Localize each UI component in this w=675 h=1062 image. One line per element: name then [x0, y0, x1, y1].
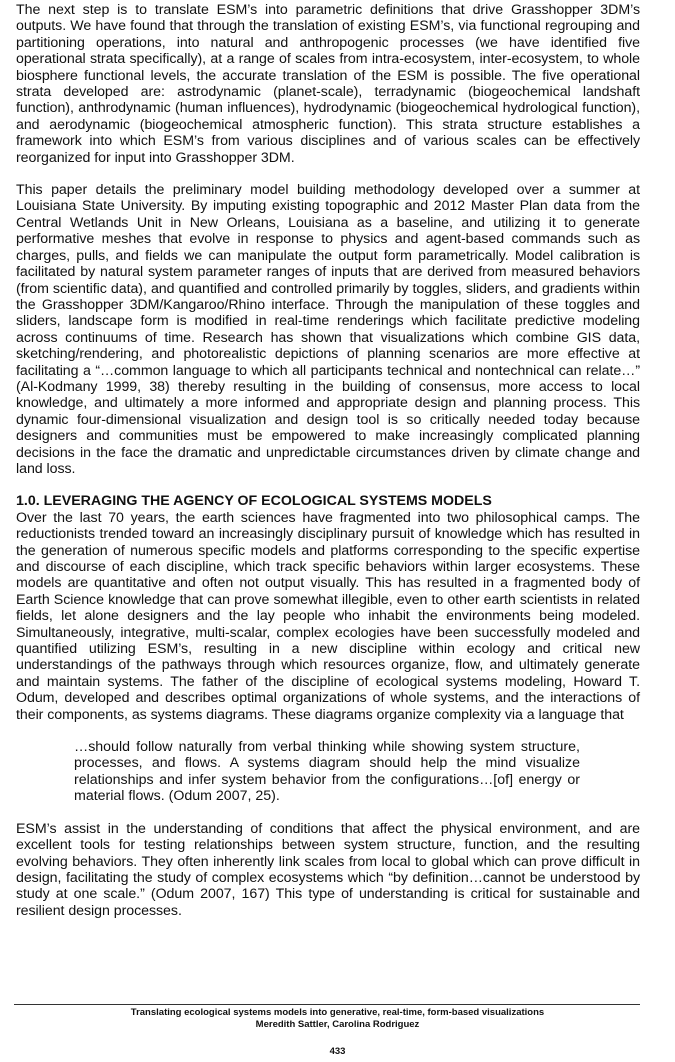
paragraph-earth-sciences: Over the last 70 years, the earth sciences have fragmented into two philosophical camps. The reductionists trended toward an increasingly disciplinary pursuit of knowledge which has resulted in the generation of numerous specific models and platforms corresponding to the specific expertise and discourse of each discipline, which track specific behaviors within larger ecosystems. These models are quantitative and often not output visually. This has resulted in a fragmented body of Earth Science knowledge that can prove somewhat illegible, even to other earth scientists in related fields, let alone designers and the lay people who inhabit the environments being modeled. Simultaneously, integrative, multi-scalar, complex ecologies have been successfully modeled and quantified utilizing ESM’s, resulting in a new discipline within ecology and critical new understandings of the pathways through which resources organize, flow, and ultimately generate and maintain systems. The father of the discipline of ecological systems modeling, Howard T. Odum, developed and describes optimal organizations of whole systems, and the interactions of their components, as systems diagrams. These diagrams organize complexity via a language that [16, 509, 640, 723]
paragraph-methodology: This paper details the preliminary model building methodology developed over a summer at Louisiana State University. By imputing existing topographic and 2012 Master Plan data from the Central Wetlands Unit in New Orleans, Louisiana as a baseline, and utilizing it to generate performative meshes that evolve in response to physics and agent-based commands such as charges, pulls, and fields we can manipulate the output form parametrically. Model calibration is facilitated by natural system parameter ranges of inputs that are derived from measured behaviors (from scientific data), and quantified and controlled primarily by toggles, sliders, and gradients within the Grasshopper 3DM/Kangaroo/Rhino interface. Through the manipulation of these toggles and sliders, landscape form is modified in real-time renderings which facilitate predictive modeling across continuums of time. Research has shown that visualizations which combine GIS data, sketching/rendering, and photorealistic depictions of planning scenarios are more effective at facilitating a “…common language to which all participants technical and nontechnical can relate…” (Al-Kodmany 1999, 38) thereby resulting in the building of consensus, more access to local knowledge, and ultimately a more informed and appropriate design and planning process. This dynamic four-dimensional visualization and design tool is so critically needed today because designers and communities must be empowered to make increasingly complicated planning decisions in the face the dramatic and unpredictable circumstances driven by climate change and land loss. [16, 182, 640, 477]
footer-divider [14, 1004, 640, 1005]
page-content [16, 2, 640, 919]
page-footer [0, 1007, 675, 1031]
section-heading: 1.0. LEVERAGING THE AGENCY OF ECOLOGICAL SYSTEMS MODELS [16, 493, 492, 510]
paragraph-esm-assist: ESM’s assist in the understanding of conditions that affect the physical environment, and are excellent tools for testing relationships between system structure, function, and the resulting evolving behaviors. They often inherently link scales from local to global which can prove difficult in design, facilitating the study of complex ecosystems which “by definition…cannot be understood by study at one scale.” (Odum 2007, 167) This type of understanding is critical for sustainable and resilient design processes. [16, 820, 640, 919]
page-number: 433 [329, 1046, 346, 1057]
footer-title: Translating ecological systems models into generative, real-time, form-based visualizations [130, 1007, 545, 1018]
paragraph-esm-translation: The next step is to translate ESM’s into parametric definitions that drive Grasshopper 3DM’s outputs. We have found that through the translation of existing ESM’s, via functional regrouping and partitioning operations, into natural and anthropogenic processes (we have identified five operational strata specifically), at a range of scales from intra-ecosystem, inter-ecosystem, to whole biosphere functional levels, the accurate translation of the ESM is possible. The five operational strata developed are: astrodynamic (planet-scale), terradynamic (biogeochemical landshaft function), anthrodynamic (human influences), hydrodynamic (biogeochemical hydrological function), and aerodynamic (biogeochemical atmospheric function). This strata structure establishes a framework into which ESM’s from various disciplines and of various scales can be effectively reorganized for input into Grasshopper 3DM. [16, 2, 640, 166]
footer-authors: Meredith Sattler, Carolina Rodriguez [255, 1019, 420, 1030]
block-quote: …should follow naturally from verbal thinking while showing system structure, processes, and flows. A systems diagram should help the mind visualize relationships and infer system behavior from the configurations…[of] energy or material flows. (Odum 2007, 25). [74, 739, 580, 805]
